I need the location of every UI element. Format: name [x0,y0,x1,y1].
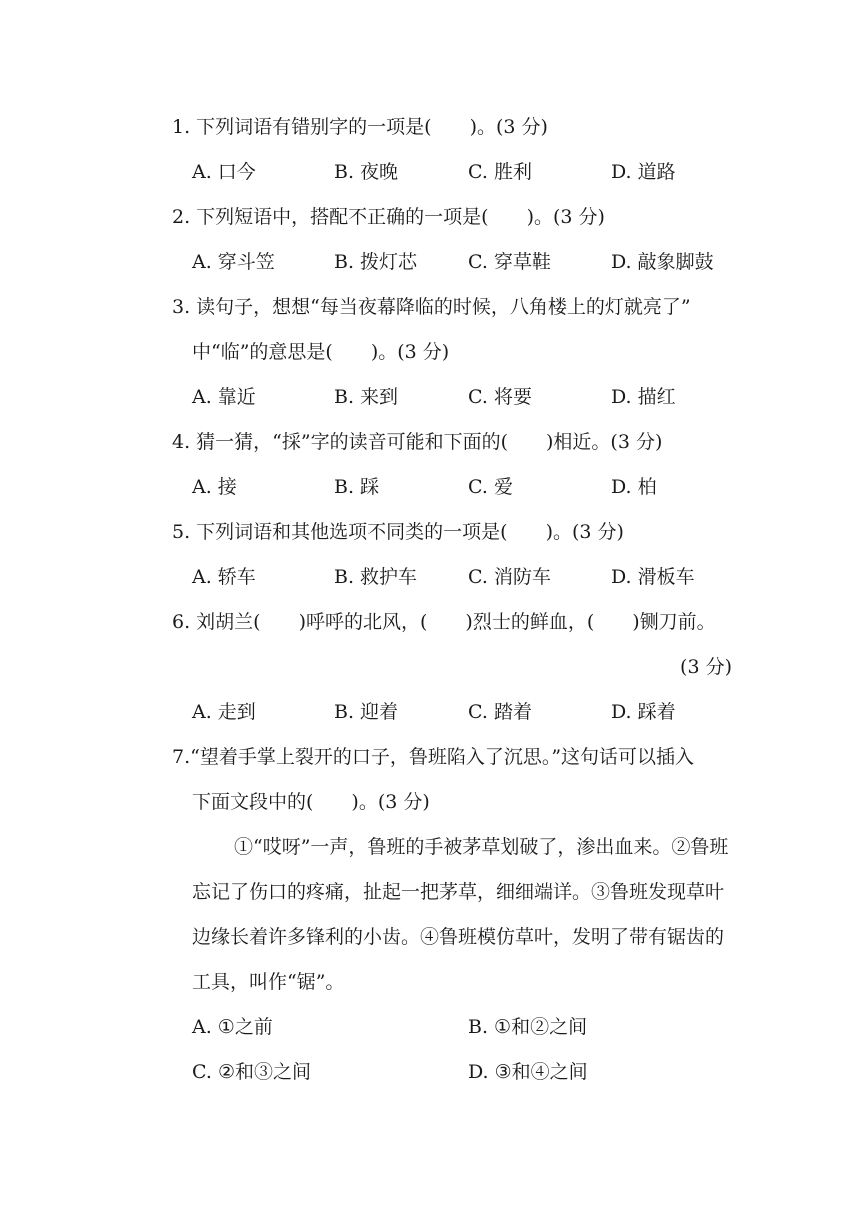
option-b[interactable]: B. 来到 [334,386,399,408]
question-6-score: (3 分) [680,656,732,678]
question-7-stem: 7.“望着手掌上裂开的口子，鲁班陷入了沉思。”这句话可以插入 [172,746,695,768]
option-c[interactable]: C. 踏着 [468,701,532,723]
option-b[interactable]: B. 迎着 [334,701,399,723]
option-c[interactable]: C. 胜利 [468,161,532,183]
option-a[interactable]: A. 口今 [192,161,256,183]
question-4-options [192,475,752,499]
option-c[interactable]: C. 消防车 [468,566,551,588]
question-7-stem-continued: 下面文段中的( )。(3 分) [192,791,430,813]
option-d[interactable]: D. 描红 [611,386,676,408]
question-5-options [192,565,752,589]
option-c[interactable]: C. ②和③之间 [192,1061,311,1083]
question-2-stem: 2. 下列短语中，搭配不正确的一项是( )。(3 分) [172,206,605,228]
question-3-stem-continued: 中“临”的意思是( )。(3 分) [192,341,450,363]
option-a[interactable]: A. 接 [192,476,237,498]
option-d[interactable]: D. 道路 [611,161,676,183]
option-b[interactable]: B. 夜晚 [334,161,399,183]
question-6-options [192,700,752,724]
option-c[interactable]: C. 穿草鞋 [468,251,551,273]
option-b[interactable]: B. ①和②之间 [468,1016,588,1038]
option-b[interactable]: B. 踩 [334,476,380,498]
option-b[interactable]: B. 救护车 [334,566,418,588]
question-2-options [192,250,752,274]
question-7-options-row-1 [192,1015,752,1039]
option-a[interactable]: A. 靠近 [192,386,256,408]
option-d[interactable]: D. 踩着 [611,701,676,723]
option-c[interactable]: C. 将要 [468,386,532,408]
question-6-stem: 6. 刘胡兰( )呼呼的北风，( )烈士的鲜血，( )铡刀前。 [172,611,716,633]
option-b[interactable]: B. 拨灯芯 [334,251,418,273]
option-d[interactable]: D. 敲象脚鼓 [611,251,714,273]
question-3-options [192,385,752,409]
option-a[interactable]: A. 走到 [192,701,256,723]
question-1-stem: 1. 下列词语有错别字的一项是( )。(3 分) [172,116,548,138]
option-d[interactable]: D. 滑板车 [611,566,695,588]
option-a[interactable]: A. ①之前 [192,1016,273,1038]
question-4-stem: 4. 猜一猜，“採”字的读音可能和下面的( )相近。(3 分) [172,431,663,453]
option-d[interactable]: D. ③和④之间 [468,1061,588,1083]
option-c[interactable]: C. 爱 [468,476,513,498]
question-3-stem: 3. 读句子，想想“每当夜幕降临的时候，八角楼上的灯就亮了” [172,296,691,318]
question-7-passage: ①“哎呀”一声，鲁班的手被茅草划破了，渗出血来。②鲁班忘记了伤口的疼痛，扯起一把茅草，细细端详。③鲁班发现草叶边缘长着许多锋利的小齿。④鲁班模仿草叶，发明了带有锯齿的工具，叫作“锯”。 [192,836,729,993]
question-5-stem: 5. 下列词语和其他选项不同类的一项是( )。(3 分) [172,521,624,543]
option-a[interactable]: A. 穿斗笠 [192,251,275,273]
question-7-options-row-2 [192,1060,752,1084]
option-a[interactable]: A. 轿车 [192,566,256,588]
question-1-options [192,160,752,184]
option-d[interactable]: D. 柏 [611,476,657,498]
